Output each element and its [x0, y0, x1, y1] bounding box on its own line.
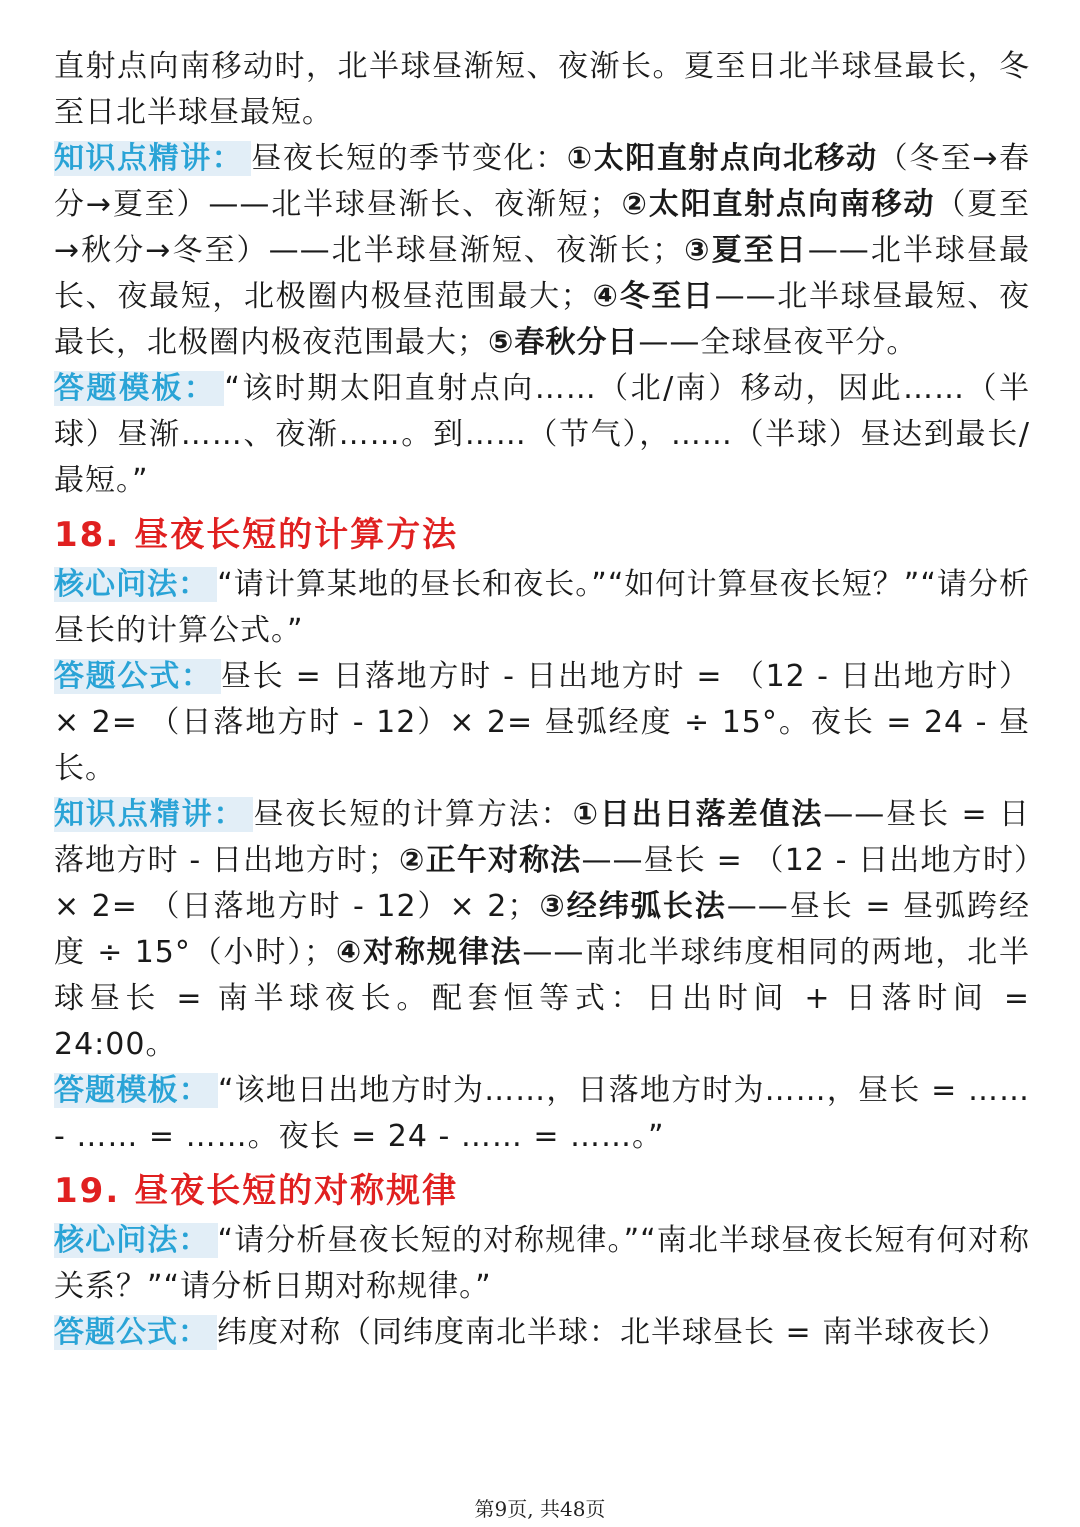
question-text: “请分析昼夜长短的对称规律。”“南北半球昼夜长短有何对称关系？”“请分析日期对称规律。”: [54, 1223, 1030, 1304]
key-point: ③夏至日: [683, 233, 808, 268]
key-point-text: ——北半球昼最长、夜最短，北极圈内极昼范围最大；: [54, 233, 1030, 314]
knowledge-lead: 昼夜长短的计算方法：: [253, 797, 573, 832]
formula-text: 纬度对称（同纬度南北半球：北半球昼长 = 南半球夜长）: [217, 1315, 1009, 1350]
key-point-text: ——全球昼夜平分。: [638, 325, 918, 360]
formula-text: 昼长 = 日落地方时 - 日出地方时 = （12 - 日出地方时）× 2= （日落地方时 - 12）× 2= 昼弧经度 ÷ 15°。夜长 = 24 - 昼长。: [54, 659, 1031, 786]
knowledge-label: 知识点精讲：: [54, 797, 253, 832]
key-point-text: （冬至→春分→夏至）——北半球昼渐长、夜渐短；: [54, 141, 1031, 222]
question-label: 核心问法：: [54, 1223, 218, 1258]
key-point-text: ——北半球昼最短、夜最长，北极圈内极夜范围最大；: [54, 279, 1030, 360]
page-footer: 第9页, 共48页: [474, 1497, 606, 1521]
key-point: ②太阳直射点向南移动: [620, 187, 936, 222]
s19-formula-paragraph: [54, 1310, 1030, 1356]
key-point: ③经纬弧长法: [538, 889, 727, 924]
key-point-text: ——昼长 = （12 - 日出地方时）× 2= （日落地方时 - 12）× 2；: [54, 843, 1031, 924]
s18-knowledge-paragraph: [54, 792, 1030, 1068]
s19-question-paragraph: [54, 1218, 1030, 1310]
s17-template-paragraph: [54, 366, 1030, 504]
key-point: ②正午对称法: [398, 843, 582, 878]
section-19-heading: 19. 昼夜长短的对称规律: [54, 1171, 459, 1211]
key-point: ⑤春秋分日: [488, 325, 639, 360]
key-point: ①太阳直射点向北移动: [566, 141, 878, 176]
s18-template-paragraph: [54, 1068, 1030, 1160]
s18-question-paragraph: [54, 562, 1030, 654]
template-text: “该地日出地方时为……，日落地方时为……，昼长 = …… - …… = ……。夜长 = 24 - …… = ……。”: [54, 1073, 1030, 1154]
document-body: [54, 44, 1030, 1356]
intro-text: 直射点向南移动时，北半球昼渐短、夜渐长。夏至日北半球昼最长，冬至日北半球昼最短。: [54, 49, 1030, 130]
template-text: “该时期太阳直射点向……（北/南）移动，因此……（半球）昼渐……、夜渐……。到……（节气），……（半球）昼达到最长/最短。”: [54, 371, 1031, 498]
question-label: 核心问法：: [54, 567, 217, 602]
intro-paragraph: [54, 44, 1030, 136]
key-point: ④冬至日: [591, 279, 715, 314]
key-point-text: ——南北半球纬度相同的两地，北半球昼长 = 南半球夜长。配套恒等式：日出时间 + 日落时间 = 24:00。: [54, 935, 1030, 1062]
template-label: 答题模板：: [54, 1073, 218, 1108]
formula-label: 答题公式：: [54, 659, 221, 694]
template-label: 答题模板：: [54, 371, 224, 406]
question-text: “请计算某地的昼长和夜长。”“如何计算昼夜长短？”“请分析昼长的计算公式。”: [54, 567, 1031, 648]
knowledge-lead: 昼夜长短的季节变化：: [251, 141, 567, 176]
key-point-text: （夏至→秋分→冬至）——北半球昼渐短、夜渐长；: [54, 187, 1031, 268]
key-point: ①日出日落差值法: [572, 797, 824, 832]
formula-label: 答题公式：: [54, 1315, 217, 1350]
section-18-heading: 18. 昼夜长短的计算方法: [54, 515, 459, 555]
knowledge-label: 知识点精讲：: [54, 141, 251, 176]
s18-formula-paragraph: [54, 654, 1030, 792]
key-point-text: ——昼长 = 日落地方时 - 日出地方时；: [54, 797, 1031, 878]
key-point: ④对称规律法: [335, 935, 523, 970]
s17-knowledge-paragraph: [54, 136, 1030, 366]
key-point-text: ——昼长 = 昼弧跨经度 ÷ 15°（小时）；: [54, 889, 1031, 970]
